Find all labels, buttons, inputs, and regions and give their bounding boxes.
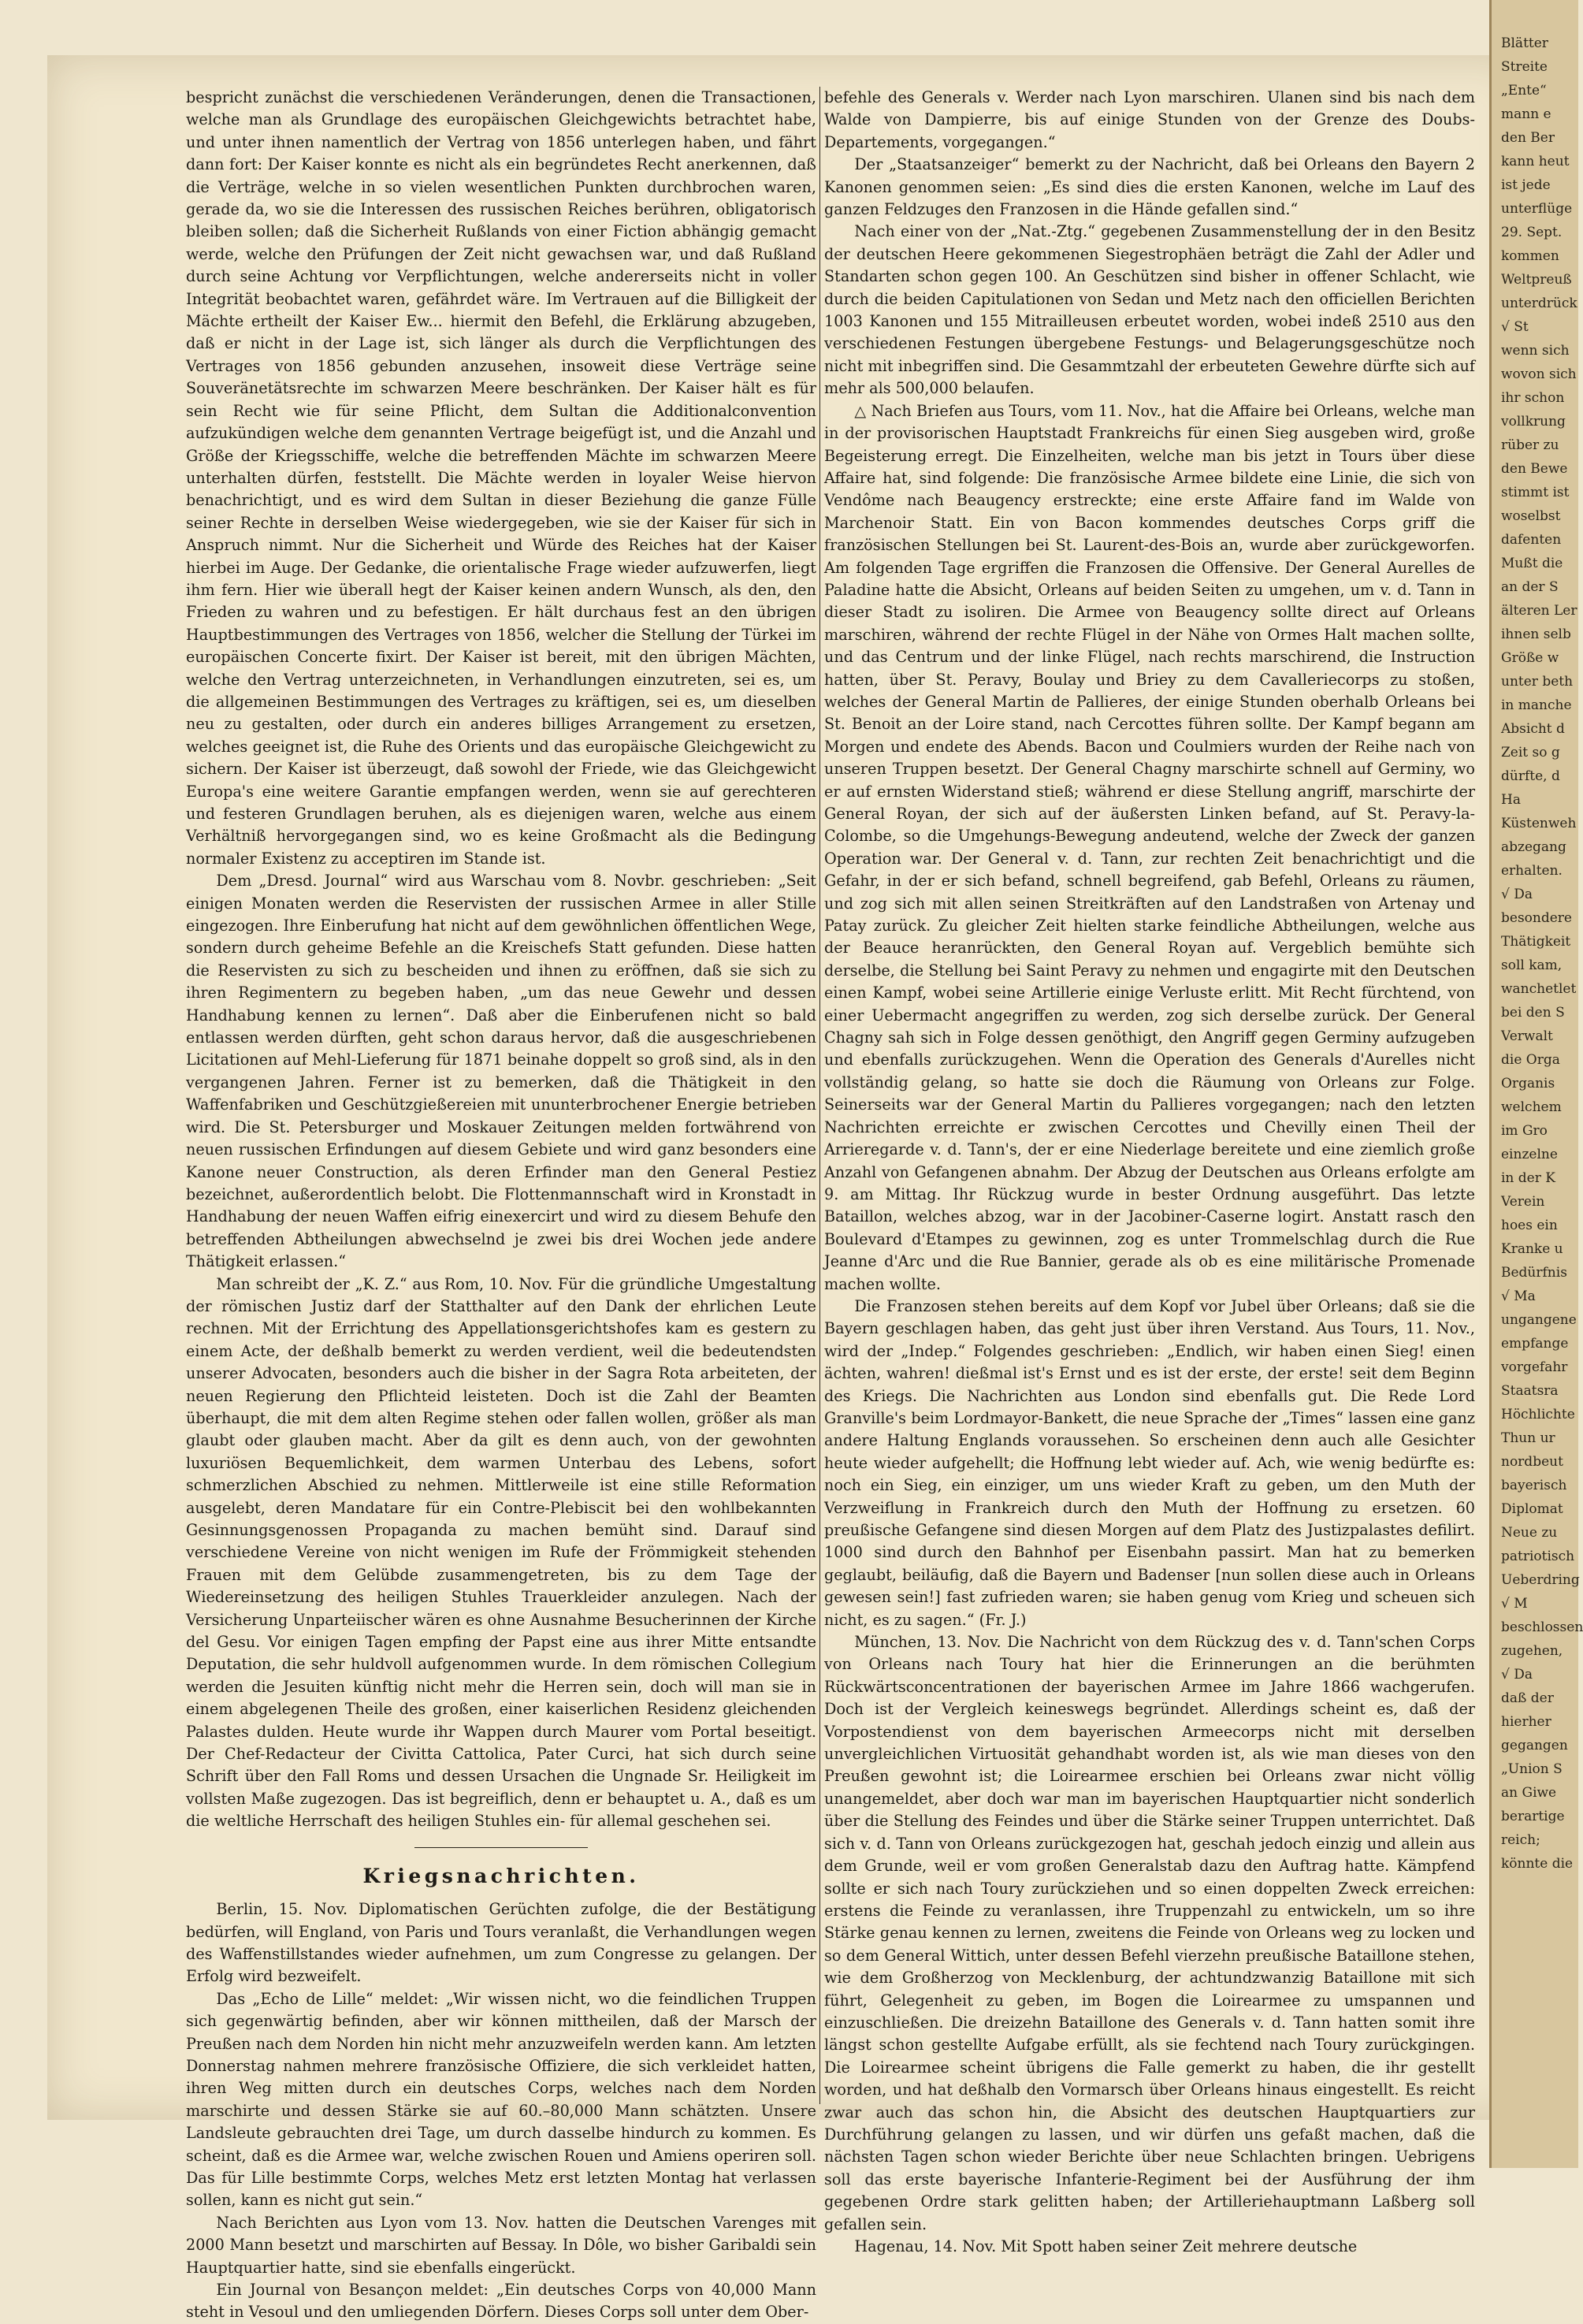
margin-fragment: Verwalt	[1501, 1028, 1553, 1044]
margin-fragment: kommen	[1501, 248, 1559, 264]
margin-fragment: gegangen	[1501, 1738, 1568, 1753]
margin-fragment: Thun ur	[1501, 1430, 1555, 1446]
margin-fragment: Zeit so g	[1501, 745, 1560, 760]
section-divider	[414, 1847, 588, 1848]
margin-fragment: bei den S	[1501, 1005, 1565, 1021]
margin-fragment: vollkrung	[1501, 414, 1566, 429]
margin-fragment: bayerisch	[1501, 1478, 1567, 1493]
margin-fragment: unterdrück	[1501, 296, 1577, 311]
margin-fragment: unter beth	[1501, 674, 1574, 690]
margin-fragment: in der K	[1501, 1170, 1555, 1186]
column-rule	[819, 87, 820, 2104]
margin-fragment: √ Da	[1501, 1667, 1533, 1683]
left-column	[186, 87, 816, 2324]
margin-fragment: im Gro	[1501, 1123, 1548, 1139]
article-paragraph: München, 13. Nov. Die Nachricht von dem Rückzug des v. d. Tann'schen Corps von Orleans nach Toury hat hier die Erinnerungen an die berühmten Rückwärtsconcentrationen der bayerischen Armee im Jahre 1866 wachgerufen. Doch ist der Vergleich keineswegs begründet. Allerdings scheint es, daß der Vorpostendienst von dem bayerischen Armeecorps nicht mit derselben unvergleichlichen Virtuosität gehandhabt worden ist, als wie man dieses von den Preußen gewohnt ist; die Loirearmee erschien bei Orleans zwar nicht völlig unangemeldet, aber doch war man im bayerischen Hauptquartier nicht sonderlich über die Stellung des Feindes und über die Stärke seiner Truppen unterrichtet. Daß sich v. d. Tann von Orleans zurückgezogen hat, geschah jedoch einzig und allein aus dem Grunde, weil er vom großen Generalstab dazu den Auftrag hatte. Kämpfend sollte er sich nach Toury zurückziehen und so einen doppelten Zweck erreichen: erstens die Feinde zu veranlassen, ihre Truppenzahl zu entwickeln, um so ihre Stärke genau kennen zu lernen, zweitens die Feinde von Orleans weg zu locken und so dem General Wittich, unter dessen Befehl vierzehn preußische Bataillone stehen, wie dem Großherzog von Mecklenburg, der achtundzwanzig Bataillone mit sich führt, Gelegenheit zu geben, im Bogen die Loirearmee zu umspannen und einzuschließen. Die dreizehn Bataillone des Generals v. d. Tann hatten somit ihre längst schon gestellte Aufgabe erfüllt, als sie fechtend nach Toury zurückgingen. Die Loirearmee scheint übrigens die Falle gemerkt zu haben, die ihr gestellt worden, und hat deßhalb den Vormarsch über Orleans hinaus eingestellt. Es reicht zwar auch das schon hin, die Absicht des deutschen Hauptquartiers zur Durchführung gelangen zu lassen, und wir dürfen uns gefaßt machen, daß die nächsten Tagen schon wieder Berichte über neue Schlachten bringen. Uebrigens soll das erste bayerische Infanterie-Regiment bei der Ausführung der ihm gegebenen Ordre stark gelitten haben; der Artilleriehauptmann Laßberg soll gefallen sein.	[824, 1633, 1475, 2233]
margin-fragment: unterflüge	[1501, 201, 1573, 217]
article-paragraph: Die Franzosen stehen bereits auf dem Kopf vor Jubel über Orleans; daß sie die Bayern geschlagen haben, das geht just über ihren Verstand. Aus Tours, 11. Nov., wird der „Indep.“ Folgendes geschrieben: „Endlich, wir haben einen Sieg! einen ächten, wahren! dießmal ist's Ernst und es ist der erste, der erste! seit dem Beginn des Kriegs. Die Nachrichten aus London sind ebenfalls gut. Die Rede Lord Granville's beim Lordmayor-Bankett, die neue Sprache der „Times“ lassen eine ganz andere Haltung Englands voraussehen. So erscheinen denn auch alle Gesichter heute wieder aufgehellt; die Hoffnung lebt wieder auf. Ach, wie wenig bedürfte es: noch ein Sieg, ein einziger, um uns wieder Kraft zu geben, um den Muth der Verzweiflung in Frankreich durch den Muth der Hoffnung zu ersetzen. 60 preußische Gefangene sind diesen Morgen auf dem Platz des Justizpalastes defilirt. 1000 sind durch den Bahnhof per Eisenbahn passirt. Man hat zu bemerken geglaubt, beiläufig, daß die Bayern und Badenser [nun sollen diese auch in Orleans gewesen sein!] fast zufrieden waren; sie haben genug vom Krieg und scheuen sich nicht, es zu sagen.“ (Fr. J.)	[824, 1296, 1475, 1629]
margin-fragment: √ St	[1501, 319, 1529, 335]
margin-fragment: √ Da	[1501, 887, 1533, 902]
margin-fragment: rüber zu	[1501, 437, 1559, 453]
margin-fragment: Weltpreuß	[1501, 272, 1572, 288]
margin-fragment: an Giwe	[1501, 1785, 1557, 1801]
margin-fragment: hierher	[1501, 1714, 1551, 1730]
margin-fragment: vorgefahr	[1501, 1359, 1568, 1375]
margin-fragment: Neue zu	[1501, 1525, 1558, 1541]
article-paragraph: bespricht zunächst die verschiedenen Veränderungen, denen die Transactionen, welche man als Grundlage des europäischen Gleichgewichts betrachtet habe, und unter ihnen namentlich der Vertrag von 1856 unterlegen haben, und fährt dann fort: Der Kaiser konnte es nicht als ein begründetes Recht anerkennen, daß die Verträge, welche in so vielen wesentlichen Punkten durchbrochen waren, gerade da, wo sie die Interessen des russischen Reiches berühren, obligatorisch bleiben sollen; daß die Sicherheit Rußlands von einer Fiction abhängig gemacht werde, welche den Prüfungen der Zeit nicht gewachsen war, und daß Rußland durch seine Achtung vor Verpflichtungen, welche andererseits nicht in voller Integrität beobachtet waren, gefährdet wäre. Im Vertrauen auf die Billigkeit der Mächte ertheilt der Kaiser Ew... hiermit den Befehl, die Erklärung abzugeben, daß er nicht in der Lage ist, sich länger als durch die Verpflichtungen des Vertrages von 1856 gebunden anzusehen, insoweit diese Verträge seine Souveränetätsrechte im schwarzen Meere beschränken. Der Kaiser hält es für sein Recht wie für seine Pflicht, dem Sultan die Additionalconvention aufzukündigen welche dem genannten Vertrage beigefügt ist, und die Anzahl und Größe der Kriegsschiffe, welche die betreffenden Mächte im schwarzen Meere unterhalten dürfen, feststellt. Die Mächte werden in loyaler Weise hiervon benachrichtigt, und es wird dem Sultan in dieser Beziehung die ganze Fülle seiner Rechte in derselben Weise wiedergegeben, wie sie der Kaiser für sich in Anspruch nimmt. Nur die Sicherheit und Würde des Reiches hat der Kaiser hierbei im Auge. Der Gedanke, die orientalische Frage wieder aufzuwerfen, liegt ihm fern. Hier wie überall hegt der Kaiser keinen andern Wunsch, als den, den Frieden zu wahren und zu befestigen. Er hält durchaus fest an den übrigen Hauptbestimmungen des Vertrages von 1856, welcher die Stellung der Türkei im europäischen Concerte fixirt. Der Kaiser ist bereit, mit den übrigen Mächten, welche den Vertrag unterzeichneten, in Verhandlungen einzutreten, sei es, um die allgemeinen Bestimmungen des Vertrages zu kräftigen, sei es, um dieselben neu zu gestalten, oder durch ein anderes billiges Arrangement zu ersetzen, welches geeignet ist, die Ruhe des Orients und das europäische Gleichgewicht zu sichern. Der Kaiser ist überzeugt, daß sowohl der Friede, wie das Gleichgewicht Europa's eine weitere Garantie empfangen werden, wenn sie auf gerechteren und festeren Grundlagen beruhen, als es diejenigen waren, welche aus einem Verhältniß hervorgegangen sind, wo es keine Großmacht als die Bedingung normaler Existenz zu acceptiren im Stande ist.	[186, 88, 816, 868]
margin-fragment: Ueberdring	[1501, 1572, 1580, 1588]
war-news-paragraph: Berlin, 15. Nov. Diplomatischen Gerüchten zufolge, die der Bestätigung bedürfen, will England, von Paris und Tours veranlaßt, die Verhandlungen wegen des Waffenstillstandes wieder aufnehmen, um zum Congresse zu gelangen. Der Erfolg wird bezweifelt.	[186, 1900, 816, 1986]
margin-fragment: abzegang	[1501, 839, 1566, 855]
margin-fragment: Größe w	[1501, 650, 1559, 666]
margin-fragment: „Union S	[1501, 1761, 1563, 1777]
article-paragraph: Dem „Dresd. Journal“ wird aus Warschau vom 8. Novbr. geschrieben: „Seit einigen Monaten werden die Reservisten der russischen Armee in aller Stille eingezogen. Ihre Einberufung hat nicht auf dem gewöhnlichen öffentlichen Wege, sondern durch geheime Befehle an die Kreischefs Statt gefunden. Diese hatten die Reservisten zu sich zu bescheiden und ihnen zu eröffnen, daß sie sich zu ihren Regimentern zu begeben haben, „um das neue Gewehr und dessen Handhabung kennen zu lernen“. Daß aber die Einberufenen nicht so bald entlassen werden dürften, geht schon daraus hervor, daß die ausgeschriebenen Licitationen auf Mehl-Lieferung für 1871 beinahe doppelt so groß sind, als in den vergangenen Jahren. Ferner ist zu bemerken, daß die Thätigkeit in den Waffenfabriken und Geschützgießereien mit ununterbrochener Energie betrieben wird. Die St. Petersburger und Moskauer Zeitungen melden fortwährend von neuen russischen Erfindungen auf diesem Gebiete und wird ganz besonders eine Kanone neuer Construction, als deren Erfinder man den General Pestiez bezeichnet, außerordentlich belobt. Die Flottenmannschaft wird in Kronstadt in Handhabung der neuen Waffen eifrig einexercirt und wird zu diesem Behufe den betreffenden Abtheilungen abwechselnd je zwei bis drei Wochen jede andere Thätigkeit erlassen.“	[186, 872, 816, 1271]
margin-fragment: Streite	[1501, 59, 1548, 75]
margin-fragment: hoes ein	[1501, 1218, 1558, 1233]
margin-fragment: könnte die	[1501, 1856, 1574, 1872]
margin-fragment: Blätter	[1501, 35, 1548, 51]
margin-fragment: Mußt die	[1501, 556, 1563, 571]
margin-fragment: Diplomat	[1501, 1501, 1563, 1517]
margin-fragment: zugehen,	[1501, 1643, 1563, 1659]
margin-fragment: den Bewe	[1501, 461, 1568, 477]
margin-fragment: Ha	[1501, 792, 1521, 808]
article-paragraph: Man schreibt der „K. Z.“ aus Rom, 10. Nov. Für die gründliche Umgestaltung der römischen Justiz darf der Statthalter auf den Dank der ehrlichen Leute rechnen. Mit der Errichtung des Appellationsgerichtshofes kam es gestern zu einem Acte, der deßhalb bemerkt zu werden verdient, weil die bedeutendsten unserer Advocaten, besonders auch die bisher in der Sagra Rota arbeiteten, der neuen Regierung den Pflichteid leisteten. Doch ist die Zahl der Beamten überhaupt, die mit dem alten Regime stehen oder fallen wollen, größer als man glaubt oder glauben macht. Aber da gilt es denn auch, von der gewohnten luxuriösen Bequemlichkeit, dem warmen Unterbau des Lebens, sofort schmerzlichen Abschied zu nehmen. Mittlerweile ist eine stille Reformation ausgelebt, deren Mandatare für ein Contre-Plebiscit bei den wohlbekannten Gesinnungsgenossen Propaganda zu machen bemüht sind. Darauf sind verschiedene Vereine von nicht wenigen im Rufe der Frömmigkeit stehenden Frauen mit dem Gelübde zusammengetreten, bis zu dem Tage der Wiedereinsetzung des heiligen Stuhles Trauerkleider anzulegen. Nach der Versicherung Unparteiischer wären es ohne Ausnahme Besucherinnen der Kirche del Gesu. Vor einigen Tagen empfing der Papst eine aus ihrer Mitte entsandte Deputation, die sehr huldvoll aufgenommen wurde. In dem römischen Collegium werden die Jesuiten künftig nicht mehr die Herren sein, doch will man sie in einem abgelegenen Theile des großen, einer kaiserlichen Residenz gleichenden Palastes dulden. Heute wurde ihr Wappen durch Maurer vom Portal beseitigt. Der Chef-Redacteur der Civitta Cattolica, Pater Curci, hat sich durch seine Schrift über den Fall Roms und dessen Ursachen die Ungnade Sr. Heiligkeit im vollsten Maße zugezogen. Das ist begreiflich, denn er behauptet u. A., daß es um die weltliche Herrschaft des heiligen Stuhles ein- für allemal geschehen sei.	[186, 1274, 816, 1831]
margin-fragment: 29. Sept.	[1501, 225, 1563, 240]
margin-fragment: ist jede	[1501, 177, 1551, 193]
article-paragraph: Der „Staatsanzeiger“ bemerkt zu der Nachricht, daß bei Orleans den Bayern 2 Kanonen genommen seien: „Es sind dies die ersten Kanonen, welche im Lauf des ganzen Feldzuges den Franzosen in die Hände gefallen sind.“	[824, 155, 1475, 219]
margin-fragment: den Ber	[1501, 130, 1555, 146]
section-heading: Kriegsnachrichten.	[362, 1864, 640, 1887]
margin-fragment: älteren Ler	[1501, 603, 1577, 619]
article-paragraph: befehle des Generals v. Werder nach Lyon marschiren. Ulanen sind bis nach dem Walde von Dampierre, bis auf einige Stunden von der Grenze des Doubs-Departements, vorgegangen.“	[824, 88, 1475, 151]
margin-fragment: reich;	[1501, 1832, 1540, 1848]
article-paragraph: Hagenau, 14. Nov. Mit Spott haben seiner Zeit mehrere deutsche	[854, 2237, 1358, 2255]
margin-fragment: erhalten.	[1501, 863, 1563, 879]
margin-fragment: empfange	[1501, 1336, 1569, 1352]
margin-fragment: Staatsra	[1501, 1383, 1559, 1399]
margin-fragment: woselbst	[1501, 508, 1561, 524]
margin-fragment: wenn sich	[1501, 343, 1570, 359]
margin-fragment: dürfte, d	[1501, 768, 1560, 784]
margin-fragment: welchem	[1501, 1099, 1562, 1115]
margin-fragment: Thätigkeit	[1501, 934, 1571, 950]
margin-fragment: Küstenweh	[1501, 816, 1577, 831]
margin-fragment: √ Ma	[1501, 1288, 1536, 1304]
margin-fragment: „Ente“	[1501, 83, 1547, 99]
margin-fragment: berartige	[1501, 1809, 1565, 1824]
margin-fragments	[1501, 32, 1583, 1876]
margin-fragment: ungangene	[1501, 1312, 1577, 1328]
margin-fragment: Organis	[1501, 1076, 1555, 1091]
margin-fragment: einzelne	[1501, 1147, 1558, 1162]
margin-fragment: mann e	[1501, 106, 1551, 122]
margin-fragment: ihr schon	[1501, 390, 1565, 406]
article-paragraph: Nach einer von der „Nat.-Ztg.“ gegebenen Zusammenstellung der in den Besitz der deutschen Heere gekommenen Siegestrophäen beträgt die Zahl der Adler und Standarten schon gegen 100. An Geschützen sind bisher in offener Schlacht, wie durch die beiden Capitulationen von Sedan und Metz nach den officiellen Berichten 1003 Kanonen und 155 Mitrailleusen erbeutet worden, wobei indeß 2510 aus den verschiedenen Festungen übergebene Festungs- und Belagerungsgeschütze noch nicht mit inbegriffen sind. Die Gesammtzahl der erbeuteten Gewehre dürfte sich auf mehr als 500,000 belaufen.	[824, 222, 1475, 398]
war-news-paragraph: Nach Berichten aus Lyon vom 13. Nov. hatten die Deutschen Varenges mit 2000 Mann besetzt und marschirten auf Bessay. In Dôle, wo bisher Garibaldi sein Hauptquartier hatte, sind sie ebenfalls eingerückt.	[186, 2213, 816, 2277]
margin-fragment: beschlossen	[1501, 1619, 1583, 1635]
war-news-paragraph: Das „Echo de Lille“ meldet: „Wir wissen nicht, wo die feindlichen Truppen sich gegenwärtig befinden, aber wir können mittheilen, daß der Marsch der Preußen nach dem Norden hin nicht mehr anzuzweifeln werden kann. Am letzten Donnerstag nahmen mehrere französische Offiziere, die sich verkleidet hatten, ihren Weg mitten durch ein deutsches Corps, welches nach dem Norden marschirte und dessen Stärke sie auf 60.–80,000 Mann schätzten. Unsere Landsleute gebrauchten drei Tage, um durch dasselbe hindurch zu kommen. Es scheint, daß es die Armee war, welche zwischen Rouen und Amiens operiren soll. Das für Lille bestimmte Corps, welches Metz erst letzten Montag hat verlassen sollen, kann es nicht gut sein.“	[186, 1989, 816, 2210]
margin-fragment: √ M	[1501, 1596, 1528, 1612]
margin-fragment: stimmt ist	[1501, 485, 1570, 500]
margin-fragment: dafenten	[1501, 532, 1562, 548]
article-paragraph: △ Nach Briefen aus Tours, vom 11. Nov., hat die Affaire bei Orleans, welche man in der provisorischen Hauptstadt Frankreichs für einen Sieg ausgeben wird, große Begeisterung erregt. Die Einzelheiten, welche man bis jetzt in Tours über diese Affaire hat, sind folgende: Die französische Armee bildete eine Linie, die sich von Vendôme nach Beaugency erstreckte; eine erste Affaire fand im Walde von Marchenoir Statt. Ein von Bacon kommendes deutsches Corps griff die französischen Stellungen bei St. Laurent-des-Bois an, wurde aber zurückgeworfen. Am folgenden Tage ergriffen die Franzosen die Offensive. Der General Aurelles de Paladine hatte die Absicht, Orleans auf beiden Seiten zu umgehen, um v. d. Tann in dieser Stadt zu isoliren. Die Armee von Beaugency sollte direct auf Orleans marschiren, während der rechte Flügel in der Nähe von Ormes Halt machen sollte, und das Centrum und der linke Flügel, nach rechts marschirend, die Instruction hatten, über St. Peravy, Boulay und Briey zu dem Cavalleriecorps zu stoßen, welches der General Martin de Pallieres, der einige Stunden oberhalb Orleans bei St. Benoit an der Loire stand, nach Cercottes führen sollte. Der Kampf begann am Morgen und endete des Abends. Bacon und Coulmiers wurden der Reihe nach von unseren Truppen besetzt. Der General Chagny marschirte schnell auf Germiny, wo er auf ernsten Widerstand stieß; während er diese Stellung angriff, marschirte der General Royan, der sich auf der äußersten Linken befand, auf St. Peravy-la-Colombe, so die Umgehungs-Bewegung andeutend, welche der Zweck der ganzen Operation war. Der General v. d. Tann, zur rechten Zeit benachrichtigt und die Gefahr, in der er sich befand, schnell begreifend, gab Befehl, Orleans zu räumen, und zog sich mit allen seinen Streitkräften auf den Landstraßen von Artenay und Patay zurück. Zu gleicher Zeit hielten starke feindliche Abtheilungen, welche aus der Beauce heranrückten, den General Royan auf. Vergeblich bemühte sich derselbe, die Stellung bei Saint Peravy zu nehmen und engagirte mit den Deutschen einen Kampf, wobei seine Artillerie einige Verluste erlitt. Mit Recht fürchtend, von einer Uebermacht angegriffen zu werden, zog sich derselbe zurück. Der General Chagny sah sich in Folge dessen genöthigt, den Angriff gegen Germiny aufzugeben und ebenfalls zurückzugehen. Wenn die Operation des Generals d'Aurelles nicht vollständig gelang, so hatte sie doch die Räumung von Orleans zur Folge. Seinerseits war der General Martin du Pallieres vorgegangen; nach den letzten Nachrichten erreichte er zwischen Cercottes und Chevilly einen Theil der Arrieregarde v. d. Tann's, der er eine Niederlage bereitete und eine ziemlich große Anzahl von Gefangenen abnahm. Der Abzug der Deutschen aus Orleans erfolgte am 9. am Mittag. Ihr Rückzug wurde in bester Ordnung ausgeführt. Das letzte Bataillon, welches abzog, war in der Jacobiner-Caserne logirt. Anstatt rasch den Boulevard d'Etampes zu gewinnen, zog es unter Trommelschlag durch die Rue Jeanne d'Arc und die Rue Bannier, gerade als ob es eine militärische Promenade machen wollte.	[824, 401, 1475, 1293]
margin-fragment: Verein	[1501, 1194, 1545, 1210]
margin-fragment: Höchlichte	[1501, 1407, 1575, 1422]
margin-fragment: wovon sich	[1501, 366, 1577, 382]
margin-fragment: kann heut	[1501, 154, 1570, 169]
margin-fragment: die Orga	[1501, 1052, 1560, 1068]
margin-fragment: besondere	[1501, 910, 1572, 926]
margin-fragment: in manche	[1501, 697, 1572, 713]
right-column	[824, 87, 1475, 2258]
margin-fragment: patriotisch	[1501, 1549, 1575, 1564]
margin-fragment: Kranke u	[1501, 1241, 1563, 1257]
margin-fragment: an der S	[1501, 579, 1559, 595]
margin-fragment: daß der	[1501, 1690, 1554, 1706]
margin-fragment: nordbeut	[1501, 1454, 1563, 1470]
margin-fragment: Absicht d	[1501, 721, 1565, 737]
margin-fragment: soll kam,	[1501, 957, 1563, 973]
margin-fragment: ihnen selb	[1501, 627, 1571, 642]
margin-fragment: wanchetlet	[1501, 981, 1577, 997]
margin-fragment: Bedürfnis	[1501, 1265, 1567, 1281]
war-news-paragraph: Ein Journal von Besançon meldet: „Ein deutsches Corps von 40,000 Mann steht in Vesoul und den umliegenden Dörfern. Dieses Corps soll unter dem Ober-	[186, 2281, 816, 2322]
